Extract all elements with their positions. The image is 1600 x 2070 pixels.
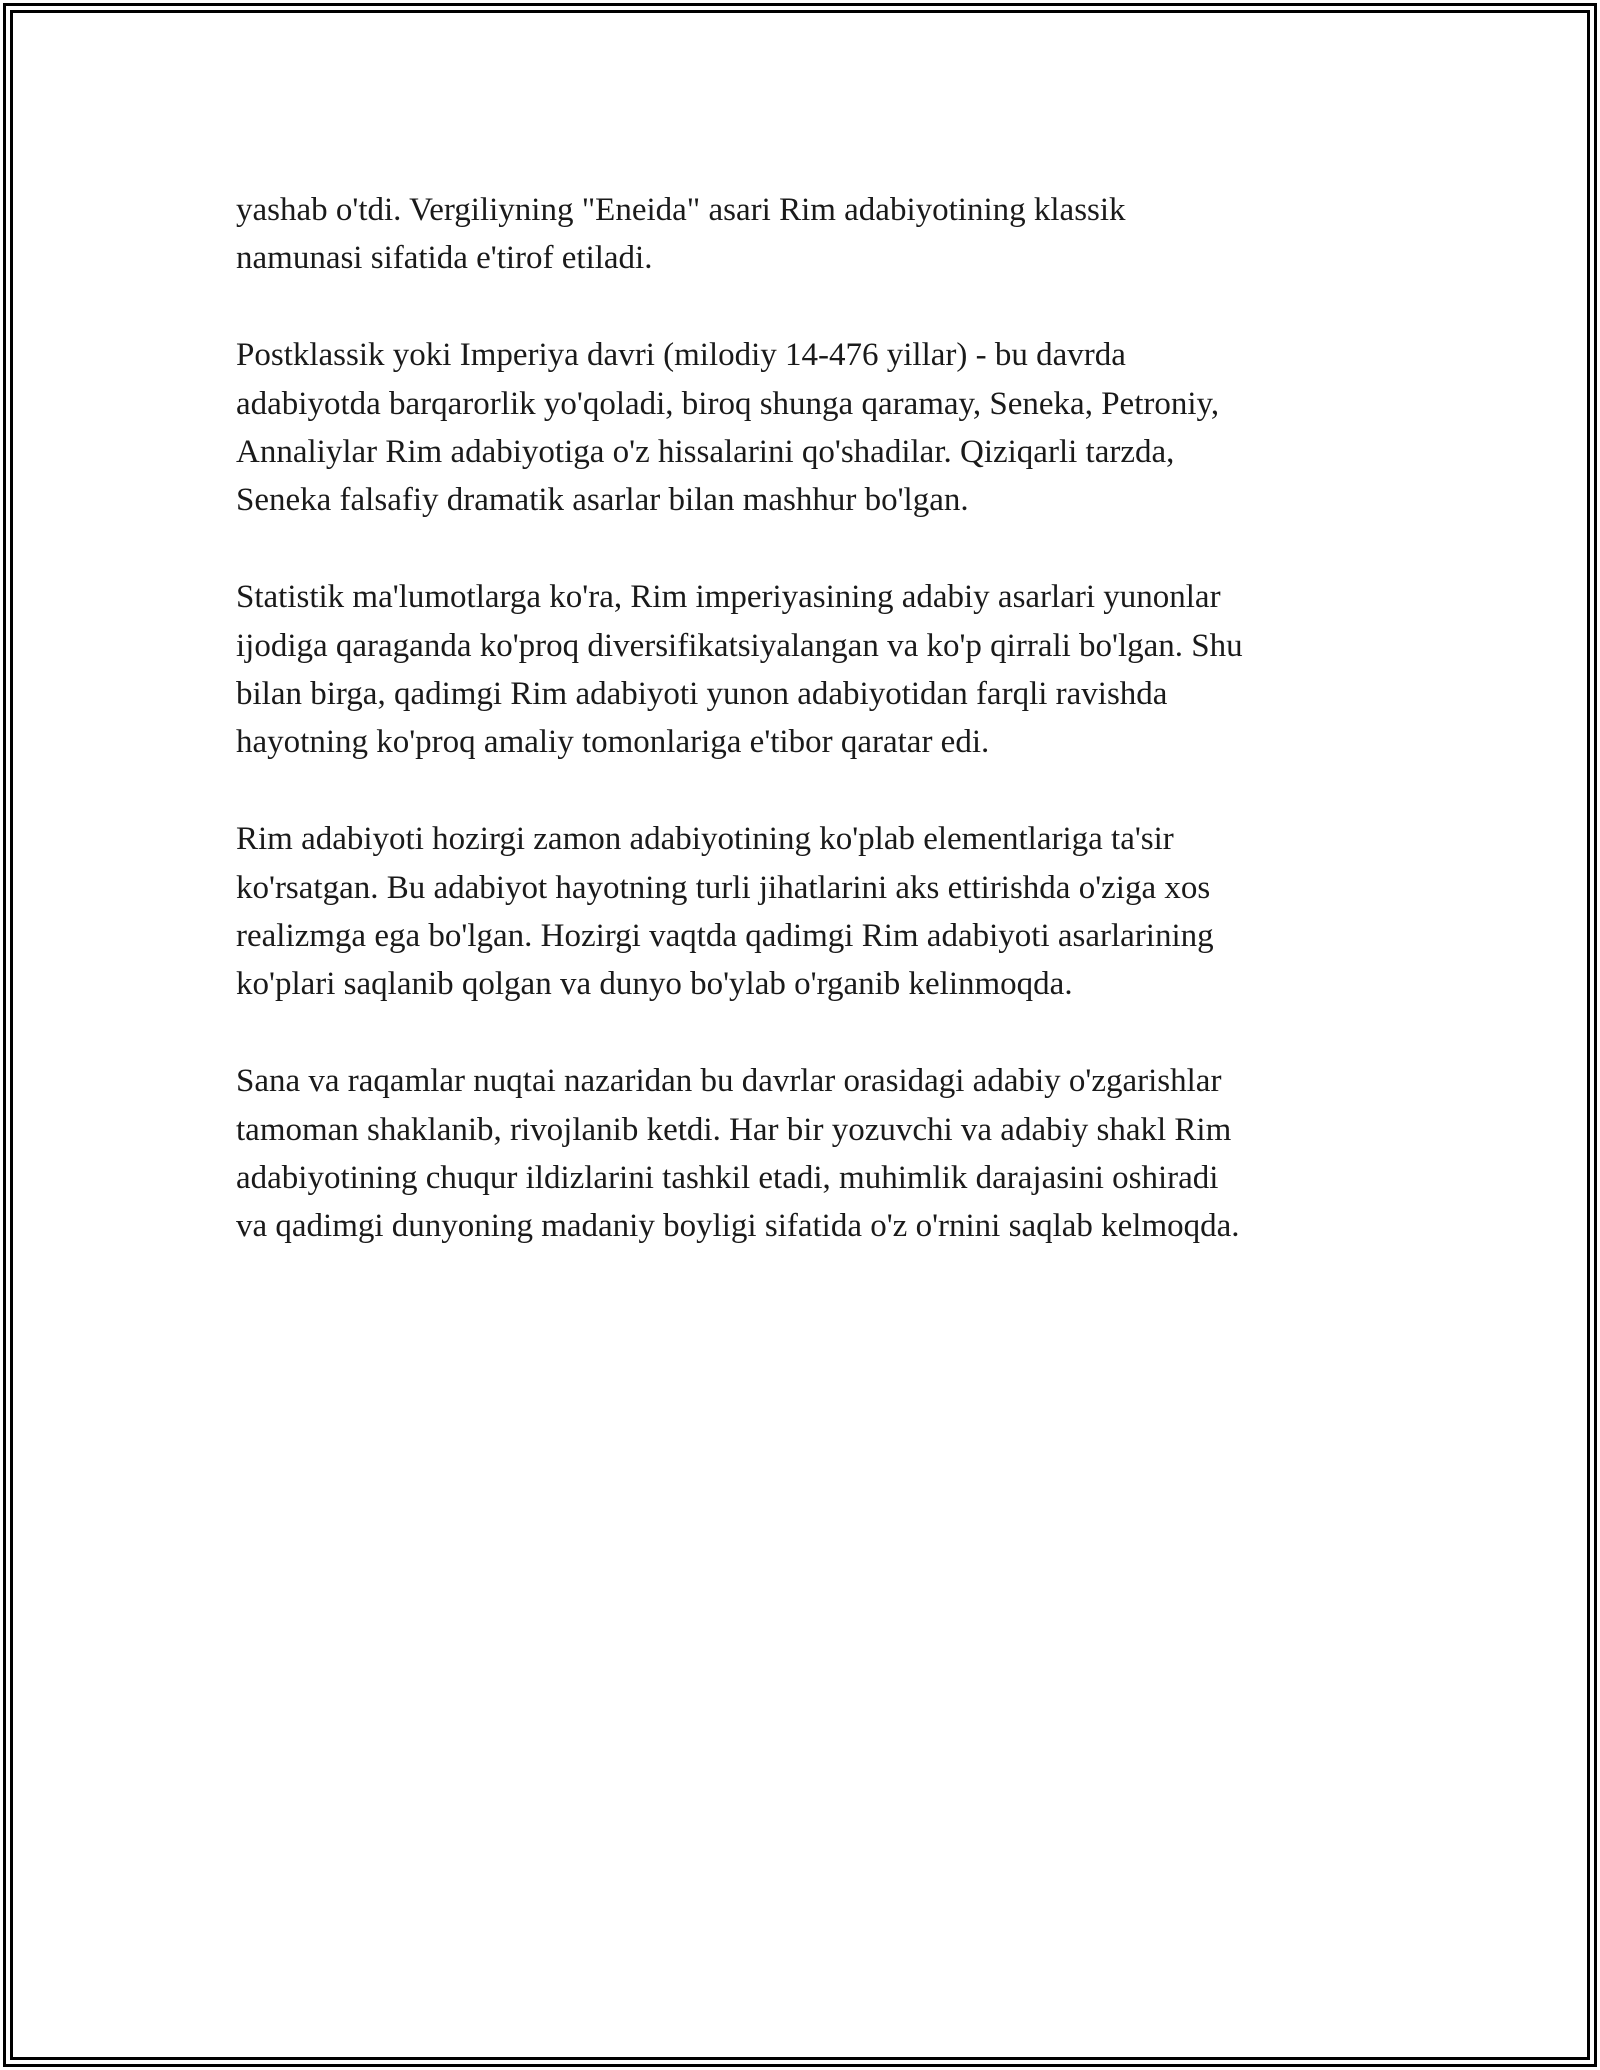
paragraph-5: Sana va raqamlar nuqtai nazaridan bu davrlar orasidagi adabiy o'zgarishlar tamoman shaklanib, rivojlanib ketdi. Har bir yozuvchi va adabiy shakl Rim adabiyotining chuqur ildizlarini tashkil etadi, muhimlik darajasini oshiradi va qadimgi dunyoning madaniy boyligi sifatida o'z o'rnini saqlab kelmoqda. xyxy=(236,1063,1240,1245)
paragraph-2: Postklassik yoki Imperiya davri (milodiy 14-476 yillar) - bu davrda adabiyotda barqarorlik yo'qoladi, biroq shunga qaramay, Seneka, Petroniy, Annaliylar Rim adabiyotiga o'z hissalarini qo'shadilar. Qiziqarli tarzda, Seneka falsafiy dramatik asarlar bilan mashhur bo'lgan. xyxy=(236,337,1220,519)
paragraph-3: Statistik ma'lumotlarga ko'ra, Rim imperiyasining adabiy asarlari yunonlar ijodiga qaraganda ko'proq diversifikatsiyalangan va ko'p qirrali bo'lgan. Shu bilan birga, qadimgi Rim adabiyoti yunon adabiyotidan farqli ravishda hayotning ko'proq amaliy tomonlariga e'tibor qaratar edi. xyxy=(236,579,1243,761)
paragraph-4: Rim adabiyoti hozirgi zamon adabiyotining ko'plab elementlariga ta'sir ko'rsatgan. Bu adabiyot hayotning turli jihatlarini aks ettirishda o'ziga xos realizmga ega bo'lgan. Hozirgi vaqtda qadimgi Rim adabiyoti asarlarining ko'plari saqlanib qolgan va dunyo bo'ylab o'rganib kelinmoqda. xyxy=(236,821,1214,1003)
paragraph-1: yashab o'tdi. Vergiliyning "Eneida" asari Rim adabiyotining klassik namunasi sifatida e'tirof etiladi. xyxy=(236,192,1126,277)
document-body xyxy=(236,186,1366,1299)
